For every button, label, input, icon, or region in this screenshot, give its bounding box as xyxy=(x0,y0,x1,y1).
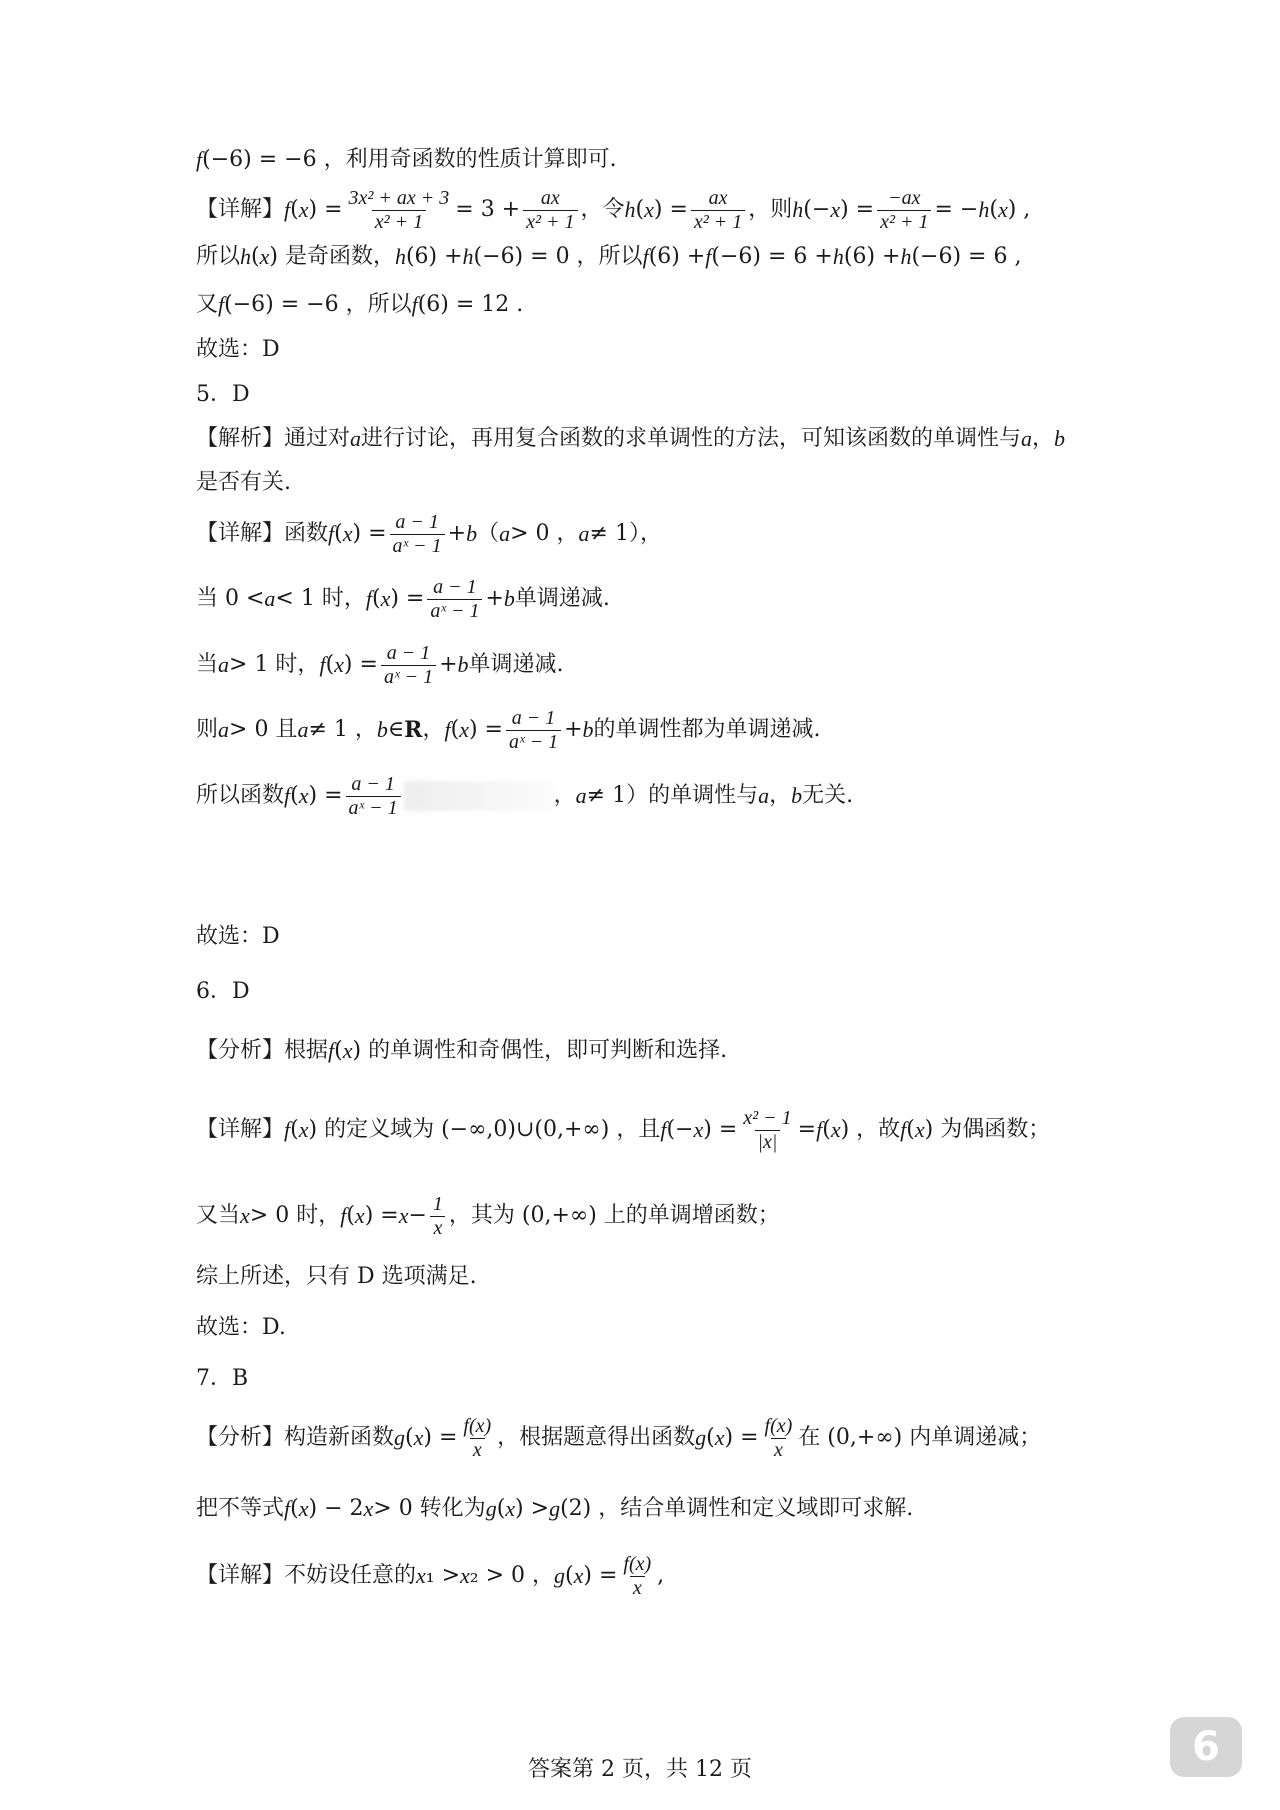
text-line: 【解析】通过对 a 进行讨论，再用复合函数的求单调性的方法，可知该函数的单调性与 a ， b xyxy=(196,426,1066,451)
text-line: 综上所述，只有 D 选项满足. xyxy=(196,1264,477,1289)
text-line: 【详解】 f ( x ) = $\frac{\text{3x² + ax + 3}}{\text{x² + 1}}$ = 3 + $\frac{ax}{\text{x² + 1}}$ ，令 h ( x ) = $\frac{ax}{\text{x² + 1}}$ ，则 h (− x ) = $\frac{-ax}{\text{x² + 1}}$ = − h ( x ) , xyxy=(196,186,1031,233)
text-line: 【详解】 f ( x ) 的定义域为 (−∞,0)∪(0,+∞) ，且 f (− x ) = $\frac{\text{x² − 1}}{|x|}$ = f ( x ) ，故 f ( x ) 为偶函数； xyxy=(196,1106,1051,1153)
text-line: 把不等式 f ( x ) − 2 x > 0 转化为 g ( x ) > g (2) ，结合单调性和定义域即可求解. xyxy=(196,1496,914,1521)
text-line: 又当 x > 0 时， f ( x ) = x − $\frac{1}{x}$ ，其为 (0,+∞) 上的单调增函数； xyxy=(196,1192,780,1239)
text-line: 故选：D xyxy=(196,337,280,362)
text-line: 【分析】根据 f ( x ) 的单调性和奇偶性，即可判断和选择. xyxy=(196,1038,728,1063)
text-line: 是否有关. xyxy=(196,470,291,495)
text-line: 所以函数 f ( x ) = $\frac{a - 1}{\text{aˣ − 1}}$ ， a ≠ 1）的单调性与 a ， b 无关. xyxy=(196,772,854,819)
text-line: 【分析】构造新函数 g ( x ) = $\frac{f(x)}{x}$ ，根据题意得出函数 g ( x ) = $\frac{f(x)}{x}$ 在 (0,+∞) 内单调递减； xyxy=(196,1414,1042,1461)
text-line: 则 a > 0 且 a ≠ 1 ， b ∈ R ， f ( x ) = $\frac{a - 1}{\text{aˣ − 1}}$ + b 的单调性都为单调递减. xyxy=(196,706,821,753)
text-line: 故选：D xyxy=(196,924,280,949)
page-footer: 答案第 2 页，共 12 页 xyxy=(528,1757,752,1782)
text-line: 故选：D. xyxy=(196,1315,286,1340)
text-line: 当 a > 1 时， f ( x ) = $\frac{a - 1}{\text{aˣ − 1}}$ + b 单调递减. xyxy=(196,641,564,688)
text-line: 当 0 < a < 1 时， f ( x ) = $\frac{a - 1}{\text{aˣ − 1}}$ + b 单调递减. xyxy=(196,575,610,622)
page-number-badge: 6 xyxy=(1170,1717,1242,1777)
text-line: f (−6) = −6 ，利用奇函数的性质计算即可. xyxy=(196,147,617,172)
text-line: 【详解】不妨设任意的 x ₁ > x ₂ > 0 ， g ( x ) = $\frac{f(x)}{x}$ , xyxy=(196,1552,665,1599)
redacted-region xyxy=(404,781,554,811)
question-number: 7．B xyxy=(196,1366,249,1391)
question-number: 6．D xyxy=(196,979,250,1004)
text-line: 【详解】函数 f ( x ) = $\frac{a - 1}{\text{aˣ − 1}}$ + b （ a > 0 ， a ≠ 1）， xyxy=(196,510,662,557)
question-number: 5．D xyxy=(196,382,250,407)
text-line: 所以 h ( x ) 是奇函数， h (6) + h (−6) = 0 ，所以 f (6) + f (−6) = 6 + h (6) + h (−6) = 6 , xyxy=(196,244,1022,269)
text-line: 又 f (−6) = −6 ，所以 f (6) = 12 . xyxy=(196,292,524,317)
